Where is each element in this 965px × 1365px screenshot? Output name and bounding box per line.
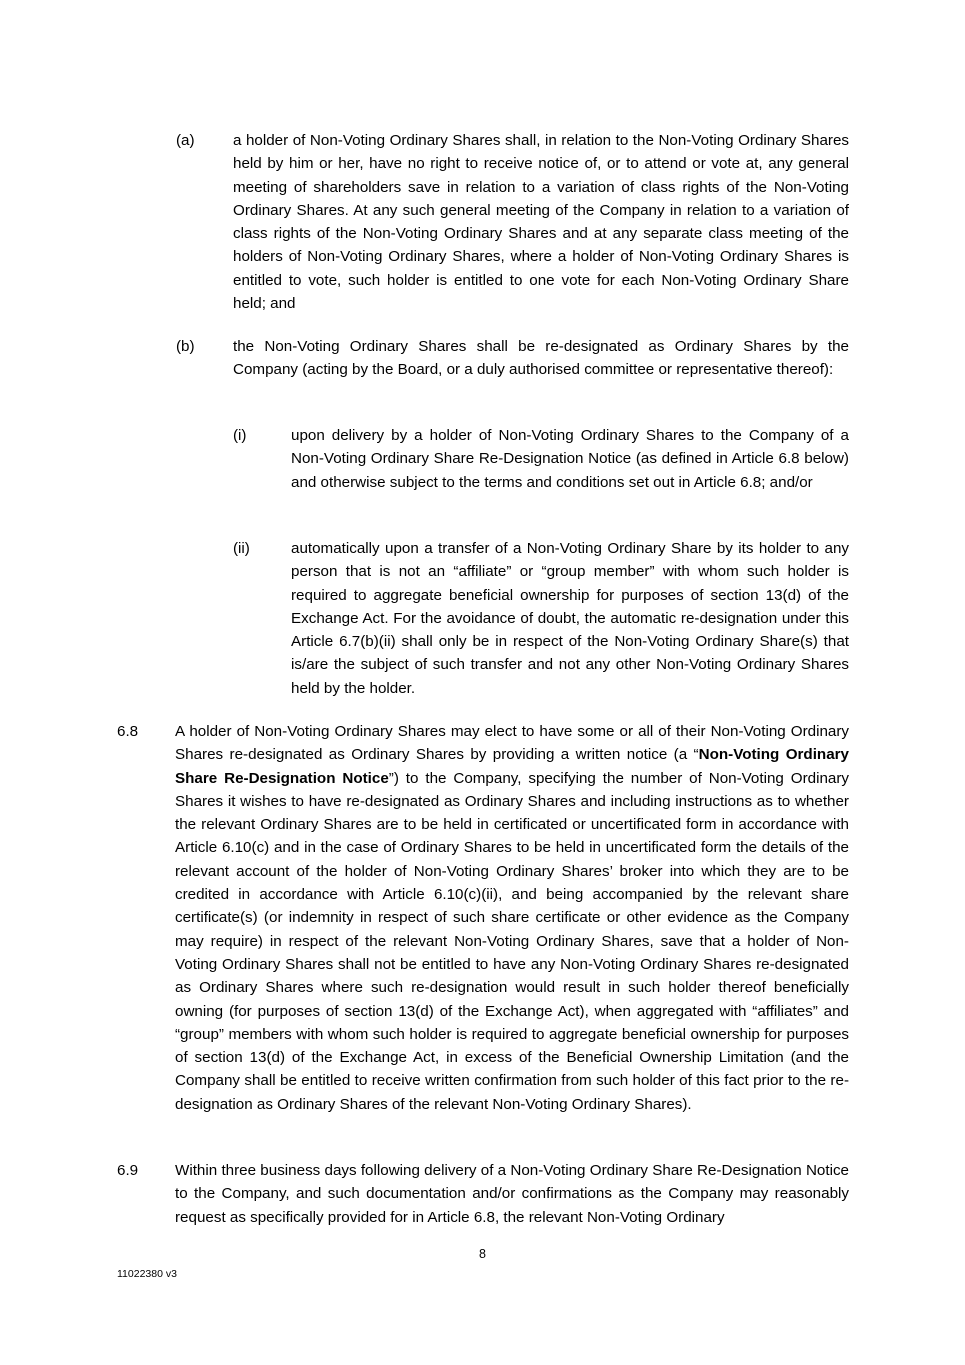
clause-b-ii-text (291, 537, 849, 700)
clause-a-number: (a) (176, 132, 195, 149)
section-6-8-text-after: ”) to the Company, specifying the number of Non-Voting Ordinary Shares it wishes to have re-designated as Ordinary Shares and including instructions as to whether the relevant Ordinary Shares are to be held in certificated or uncertificated form in accordance with Article 6.10(c) and in the case of Ordinary Shares to be held in uncertificated form the details of the relevant account of the holder of Non-Voting Ordinary Shares’ broker into which they are to be credited in accordance with Article 6.10(c)(ii), and being accompanied by the relevant share certificate(s) (or indemnity in respect of such share certificate or other evidence as the Company may require) in respect of the relevant Non-Voting Ordinary Shares, save that a holder of Non-Voting Ordinary Shares shall not be entitled to have any Non-Voting Ordinary Shares re-designated as Ordinary Shares where such re-designation would result in such holder thereof beneficially owning (for purposes of section 13(d) of the Exchange Act), when aggregated with “affiliates” and “group” members with whom such holder is required to aggregate beneficial ownership for purposes of section 13(d) of the Exchange Act, in excess of the Beneficial Ownership Limitation (and the Company shall be entitled to receive written confirmation from such holder of this fact prior to the re-designation as Ordinary Shares of the relevant Non-Voting Ordinary Shares). (175, 769, 849, 1113)
section-6-9-paragraph: Within three business days following delivery of a Non-Voting Ordinary Share Re-Designation Notice to the Company, and such documentation and/or confirmations as the Company may reasonably request as specifically provided for in Article 6.8, the relevant Non-Voting Ordinary (175, 1162, 849, 1226)
section-6-9-number: 6.9 (117, 1162, 139, 1179)
clause-b-ii-number: (ii) (233, 540, 250, 557)
clause-b-i-paragraph: upon delivery by a holder of Non-Voting Ordinary Shares to the Company of a Non-Voting Ordinary Share Re-Designation Notice (as defined in Article 6.8 below) and otherwise subject to the terms and conditions set out in Article 6.8; and/or (291, 427, 849, 491)
section-6-8-paragraph (175, 720, 849, 1116)
section-6-8-number: 6.8 (117, 723, 139, 740)
page-number: 8 (479, 1247, 486, 1261)
clause-a-text (233, 129, 849, 315)
section-6-9-text (175, 1159, 849, 1229)
clause-b-number: (b) (176, 338, 195, 355)
document-reference: 11022380 v3 (117, 1268, 177, 1280)
section-6-8-text (175, 720, 849, 1116)
clause-b-paragraph: the Non-Voting Ordinary Shares shall be re-designated as Ordinary Shares by the Company (acting by the Board, or a duly authorised committee or representative thereof): (233, 338, 849, 379)
section-6-8-text-before: A holder of Non-Voting Ordinary Shares may elect to have some or all of their Non-Voting Ordinary Shares re-designated as Ordinary Shares by providing a written notice (a “ (175, 723, 849, 764)
clause-b-ii-paragraph: automatically upon a transfer of a Non-Voting Ordinary Share by its holder to any person that is not an “affiliate” or “group member” with whom such holder is required to aggregate beneficial ownership for purposes of section 13(d) of the Exchange Act. For the avoidance of doubt, the automatic re-designation under this Article 6.7(b)(ii) shall only be in respect of the Non-Voting Ordinary Share(s) that is/are the subject of such transfer and not any other Non-Voting Ordinary Shares held by the holder. (291, 540, 849, 697)
clause-b-i-text (291, 424, 849, 494)
clause-b-i-number: (i) (233, 427, 247, 444)
clause-b-text (233, 335, 849, 382)
clause-a-paragraph: a holder of Non-Voting Ordinary Shares shall, in relation to the Non-Voting Ordinary Shares held by him or her, have no right to receive notice of, or to attend or vote at, any general meeting of shareholders save in relation to a variation of class rights of the Non-Voting Ordinary Shares. At any such general meeting of the Company in relation to a variation of class rights of the Non-Voting Ordinary Shares and at any separate class meeting of the holders of Non-Voting Ordinary Shares, where a holder of Non-Voting Ordinary Shares is entitled to vote, such holder is entitled to one vote for each Non-Voting Ordinary Share held; and (233, 132, 849, 313)
section-6-8-defined-term: Non-Voting Ordinary Share Re-Designation Notice (175, 746, 850, 787)
